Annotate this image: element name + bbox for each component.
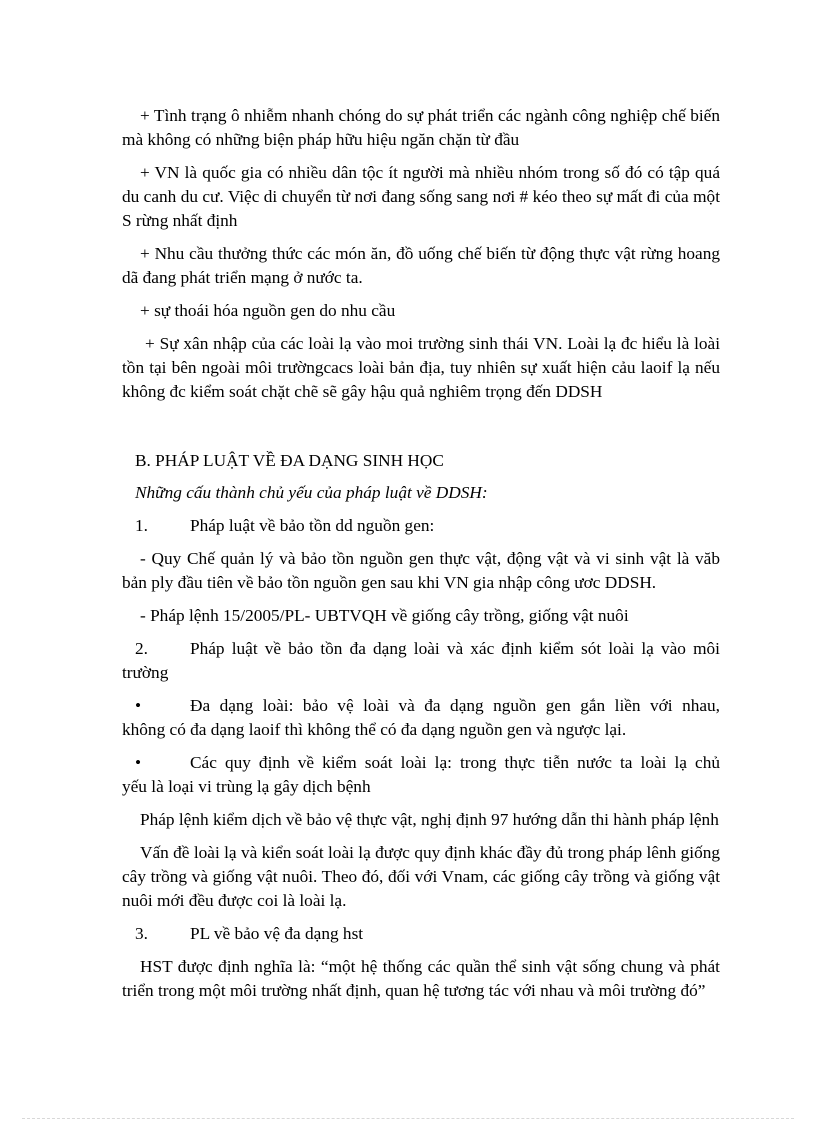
- item-number: 2.: [135, 639, 148, 658]
- bullet-item-2: [122, 751, 720, 799]
- section-subtitle: Những cấu thành chủ yếu của pháp luật về DDSH:: [135, 483, 488, 502]
- paragraph-pollution: + Tình trạng ô nhiễm nhanh chóng do sự phát triển các ngành công nghiệp chế biến mà không có những biện pháp hữu hiệu ngăn chặn từ đầu: [122, 106, 720, 149]
- bullet-mark: •: [135, 753, 142, 772]
- item-text: Pháp luật về bảo tồn dd nguồn gen:: [190, 516, 435, 535]
- bullet-text-continued: yếu là loại vi trùng lạ gây dịch bệnh: [122, 777, 371, 796]
- spacer: [122, 413, 720, 449]
- bullet-item-1: [122, 694, 720, 742]
- numbered-item-2: [122, 637, 720, 685]
- section-heading: B. PHÁP LUẬT VỀ ĐA DẠNG SINH HỌC: [135, 451, 444, 470]
- item-text-continued: trường: [122, 663, 169, 682]
- document-page: [122, 104, 720, 1012]
- paragraph-ordinance-15: - Pháp lệnh 15/2005/PL- UBTVQH về giống cây trồng, giống vật nuôi: [140, 606, 629, 625]
- bullet-text-continued: không có đa dạng laoif thì không thể có đa dạng nguồn gen và ngược lại.: [122, 720, 627, 739]
- item-number: 1.: [135, 516, 148, 535]
- item-number: 3.: [135, 924, 148, 943]
- paragraph-quarantine-ordinance: Pháp lệnh kiểm dịch về bảo vệ thực vật, nghị định 97 hướng dẫn thi hành pháp lệnh: [140, 810, 719, 829]
- paragraph-invasive-control: Vấn đề loài lạ và kiển soát loài lạ được quy định khác đầy đủ trong pháp lênh giống cây trồng và giống vật nuôi. Theo đó, đối với Vnam, các giống cây trồng và giống vật nuôi mới đều được coi là loài lạ.: [122, 843, 720, 910]
- bullet-text: Các quy định về kiểm soát loài lạ: trong thực tiễn nước ta loài lạ chủ: [190, 753, 720, 772]
- bullet-text: Đa dạng loài: bảo vệ loài và đa dạng nguồn gen gắn liền với nhau,: [190, 696, 720, 715]
- item-text: PL về bảo vệ đa dạng hst: [190, 924, 364, 943]
- paragraph-ethnic-migration: + VN là quốc gia có nhiều dân tộc ít người mà nhiều nhóm trong số đó có tập quá du canh du cư. Việc di chuyển từ nơi đang sống sang nơi # kéo theo sự mất đi của một S rừng nhất định: [122, 163, 720, 230]
- paragraph-ecosystem-definition: HST được định nghĩa là: “một hệ thống các quần thể sinh vật sống chung và phát triển trong một môi trường nhất định, quan hệ tương tác với nhau và môi trường đó”: [122, 957, 720, 1000]
- numbered-item-3: [122, 922, 720, 946]
- paragraph-gene-degradation: + sự thoái hóa nguồn gen do nhu cầu: [140, 301, 396, 320]
- numbered-item-1: [122, 514, 720, 538]
- paragraph-wildlife-consumption: + Nhu cầu thưởng thức các món ăn, đồ uống chế biến từ động thực vật rừng hoang dã đang phát triển mạng ở nước ta.: [122, 244, 720, 287]
- paragraph-invasive-species: + Sự xân nhập của các loài lạ vào moi trường sinh thái VN. Loài lạ đc hiểu là loài tồn tại bên ngoài môi trườngcacs loài bản địa, tuy nhiên sự xuất hiện cảu laoif lạ nếu không đc kiểm soát chặt chẽ sẽ gây hậu quả nghiêm trọng đến DDSH: [122, 334, 720, 401]
- paragraph-gene-regulation: - Quy Chế quản lý và bảo tồn nguồn gen thực vật, động vật và vi sinh vật là văb bản ply đầu tiên về bảo tồn nguồn gen sau khi VN gia nhập công ươc DDSH.: [122, 549, 720, 592]
- page-bottom-rule: [22, 1118, 794, 1119]
- item-text: Pháp luật về bảo tồn đa dạng loài và xác định kiểm sót loài lạ vào môi: [190, 639, 720, 658]
- bullet-mark: •: [135, 696, 142, 715]
